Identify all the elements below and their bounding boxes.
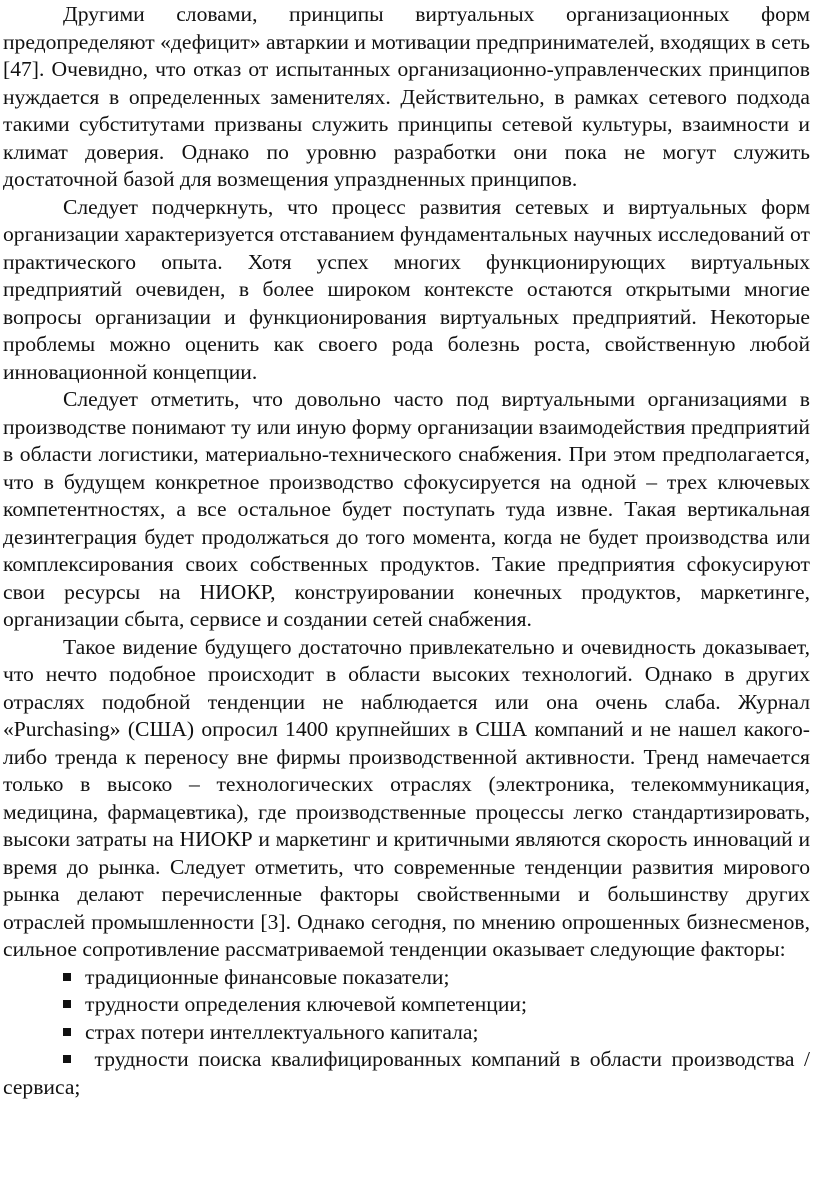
list-item-text: трудности определения ключевой компетенции; [85, 992, 527, 1016]
list-item-text: страх потери интеллектуального капитала; [85, 1019, 479, 1044]
list-item-text: трудности поиска квалифицированных компаний в области производства / сервиса; [3, 1047, 810, 1099]
bullet-list [3, 964, 810, 1102]
paragraph: Другими словами, принципы виртуальных организационных форм предопределяют «дефицит» автаркии и мотивации предпринимателей, входящих в сеть [47]. Очевидно, что отказ от испытанных организационно-управленческих принципов нуждается в определенных заменителях. Действительно, в рамках сетевого подхода такими субститутами призваны служить принципы сетевой культуры, взаимности и климат доверия. Однако по уровню разработки они пока не могут служить достаточной базой для возмещения упраздненных принципов. [3, 2, 810, 191]
list-item [3, 991, 810, 1019]
square-bullet-icon [63, 1055, 71, 1063]
square-bullet-icon [63, 973, 71, 981]
list-item [3, 964, 810, 992]
paragraph: Такое видение будущего достаточно привлекательно и очевидность доказывает, что нечто подобное происходит в области высоких технологий. Однако в других отраслях подобной тенденции не наблюдается или она очень слаба. Журнал «Purchasing» (США) опросил 1400 крупнейших в США компаний и не нашел какого-либо тренда к переносу вне фирмы производственной активности. Тренд намечается только в высоко – технологических отраслях (электроника, телекоммуникация, медицина, фармацевтика), где производственные процессы легко стандартизировать, высоки затраты на НИОКР и маркетинг и критичными являются скорость инноваций и время до рынка. Следует отметить, что современные тенденции развития мирового рынка делают перечисленные факторы свойственными и большинству других отраслей промышленности [3]. Однако сегодня, по мнению опрошенных бизнесменов, сильное сопротивление рассматриваемой тенденции оказывает следующие факторы: [3, 634, 810, 961]
list-item [3, 1046, 810, 1101]
list-item [3, 1019, 810, 1047]
list-item-text: традиционные финансовые показатели; [85, 964, 450, 989]
paragraph: Следует отметить, что довольно часто под виртуальными организациями в производстве понимают ту или иную форму организации взаимодействия предприятий в области логистики, материально-технического снабжения. При этом предполагается, что в будущем конкретное производство сфокусируется на одной – трех ключевых компетентностях, а все остальное будет поступать туда извне. Такая вертикальная дезинтеграция будет продолжаться до того момента, когда не будет производства или комплексирования своих собственных продуктов. Такие предприятия сфокусируют свои ресурсы на НИОКР, конструировании конечных продуктов, маркетинге, организации сбыта, сервисе и создании сетей снабжения. [3, 387, 810, 631]
square-bullet-icon [63, 1028, 71, 1036]
square-bullet-icon [63, 1000, 71, 1008]
paragraph: Следует подчеркнуть, что процесс развития сетевых и виртуальных форм организации характеризуется отставанием фундаментальных научных исследований от практического опыта. Хотя успех многих функционирующих виртуальных предприятий очевиден, в более широком контексте остаются открытыми многие вопросы организации и функционирования виртуальных предприятий. Некоторые проблемы можно оценить как своего рода болезнь роста, свойственную любой инновационной концепции. [3, 194, 810, 384]
